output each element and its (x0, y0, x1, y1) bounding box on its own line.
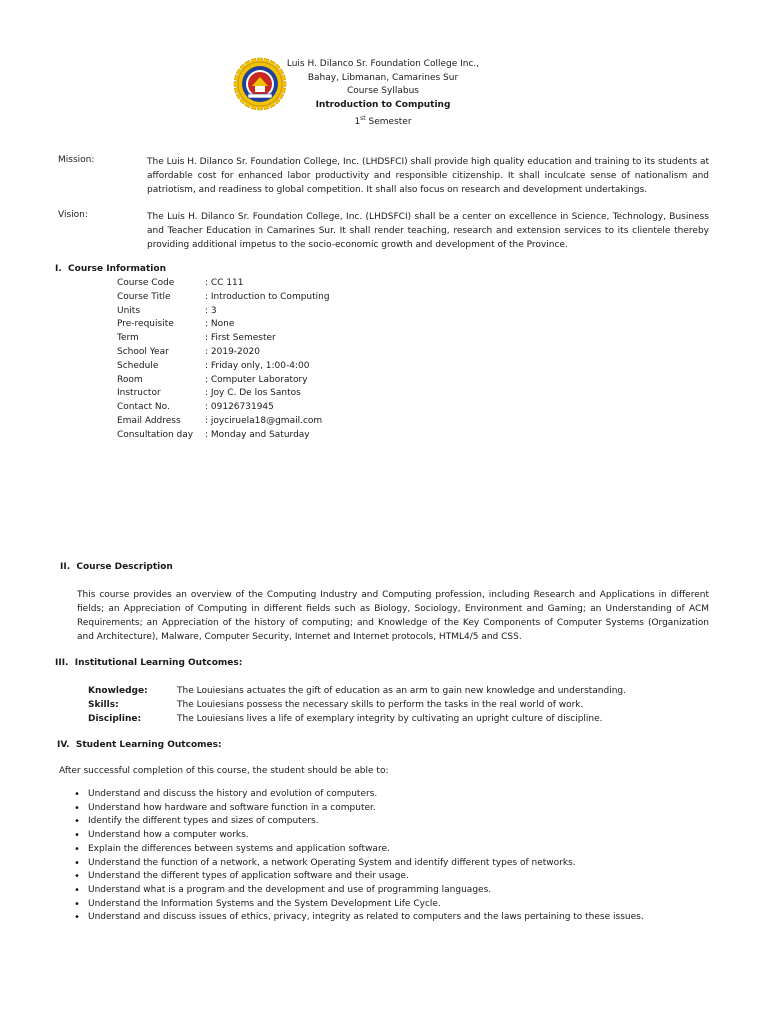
student-learning-outcomes-list (74, 788, 644, 925)
course-name: Introduction to Computing (315, 99, 451, 110)
document-type: Course Syllabus (347, 86, 419, 97)
ilo-row (88, 684, 626, 698)
ilo-key: Skills: (88, 700, 119, 711)
document-header (270, 58, 496, 130)
course-info-value: : None (205, 319, 235, 330)
course-info-row (117, 305, 330, 319)
course-info-key: Consultation day (117, 429, 194, 440)
vision-label: Vision: (58, 210, 88, 220)
course-description-heading: II. Course Description (60, 562, 173, 572)
course-info-key: Units (117, 305, 141, 316)
course-info-key: Contact No. (117, 402, 170, 413)
course-info-key: Schedule (117, 360, 159, 371)
ilo-value: The Louiesians lives a life of exemplary integrity by cultivating an upright culture of discipline. (177, 714, 603, 725)
course-info-row (117, 277, 330, 291)
course-info-key: Pre-requisite (117, 319, 174, 330)
course-info-value: : Monday and Saturday (205, 429, 310, 440)
college-name: Luis H. Dilanco Sr. Foundation College Inc., (286, 59, 480, 69)
course-info-value: : CC 111 (205, 278, 244, 288)
list-item: • Understand and discuss issues of ethics, privacy, integrity as related to computers and the laws pertaining to these issues. (74, 911, 644, 925)
course-info-value: : 3 (205, 305, 217, 316)
course-info-value: : Joy C. De los Santos (205, 388, 301, 399)
course-info-key: Instructor (117, 388, 161, 399)
course-info-row (117, 360, 330, 374)
list-item: • Understand how a computer works. (74, 829, 644, 843)
course-info-row (117, 374, 330, 388)
list-item: • Understand the Information Systems and the System Development Life Cycle. (74, 898, 644, 912)
ilo-value: The Louiesians actuates the gift of education as an arm to gain new knowledge and understanding. (177, 686, 626, 696)
list-item: • Understand and discuss the history and evolution of computers. (74, 788, 644, 802)
course-info-row (117, 401, 330, 415)
list-item: • Explain the differences between systems and application software. (74, 843, 644, 857)
course-info-value: : 2019-2020 (205, 346, 260, 357)
course-info-value: : 09126731945 (205, 402, 274, 413)
list-item: • Understand how hardware and software function in a computer. (74, 802, 644, 816)
course-info-row (117, 415, 330, 429)
course-information-list (117, 277, 330, 443)
course-info-row (117, 387, 330, 401)
ilo-row (88, 698, 626, 712)
ilo-key: Discipline: (88, 714, 142, 725)
course-info-key: Course Title (117, 291, 171, 302)
course-info-key: Term (117, 333, 139, 344)
semester: 1st Semester (354, 115, 412, 128)
list-item: • Understand the different types of application software and their usage. (74, 870, 644, 884)
course-description-text: This course provides an overview of the Computing Industry and Computing profession, including Research and Applications in different fields; an Appreciation of Computing in different fields such as Biology, Sociology, Environment and Gaming; an Understanding of ACM Requirements; an Appreciation of the history of computing; and Knowledge of the Key Components of Computer Systems (Organization and Architecture), Malware, Computer Security, Internet and Internet protocols, HTML4/5 and CSS. (77, 590, 709, 642)
course-info-row (117, 332, 330, 346)
institutional-learning-outcomes-heading: III. Institutional Learning Outcomes: (55, 658, 243, 668)
course-info-row (117, 318, 330, 332)
course-info-key: School Year (117, 346, 169, 357)
course-info-row (117, 346, 330, 360)
list-item: • Understand the function of a network, a network Operating System and identify different types of networks. (74, 857, 644, 871)
course-info-value: : joyciruela18@gmail.com (205, 415, 323, 426)
ilo-row (88, 712, 626, 726)
institutional-learning-outcomes-list (88, 684, 626, 727)
ilo-value: The Louiesians possess the necessary skills to perform the tasks in the real world of work. (177, 700, 584, 711)
mission-text: The Luis H. Dilanco Sr. Foundation College, Inc. (LHDSFCI) shall provide high quality education and training to its students at affordable cost for enhanced labor productivity and responsible citizenship. It shall inculcate sense of nationalism and patriotism, and readiness to global competition. It shall also focus on research and development undertakings. (147, 157, 709, 195)
course-info-row (117, 429, 330, 443)
course-info-key: Room (117, 374, 143, 385)
vision-text: The Luis H. Dilanco Sr. Foundation College, Inc. (LHDSFCI) shall be a center on excellence in Science, Technology, Business and Teacher Education in Camarines Sur. It shall render teaching, research and extension services to its clientele thereby providing additional impetus to the socio-economic growth and development of the Province. (147, 212, 709, 250)
student-learning-outcomes-heading: IV. Student Learning Outcomes: (57, 740, 222, 750)
course-info-value: : First Semester (205, 333, 276, 344)
mission-label: Mission: (58, 155, 95, 165)
course-info-value: : Introduction to Computing (205, 291, 330, 302)
course-info-value: : Computer Laboratory (205, 374, 308, 385)
course-information-heading: I. Course Information (55, 264, 166, 274)
course-info-value: : Friday only, 1:00-4:00 (205, 360, 310, 371)
course-info-row (117, 291, 330, 305)
list-item: • Identify the different types and sizes of computers. (74, 815, 644, 829)
list-item: • Understand what is a program and the development and use of programming languages. (74, 884, 644, 898)
student-learning-outcomes-intro: After successful completion of this course, the student should be able to: (59, 766, 389, 776)
college-address: Bahay, Libmanan, Camarines Sur (307, 72, 459, 83)
course-info-key: Course Code (117, 278, 175, 288)
ilo-key: Knowledge: (88, 686, 148, 696)
course-info-key: Email Address (117, 415, 181, 426)
